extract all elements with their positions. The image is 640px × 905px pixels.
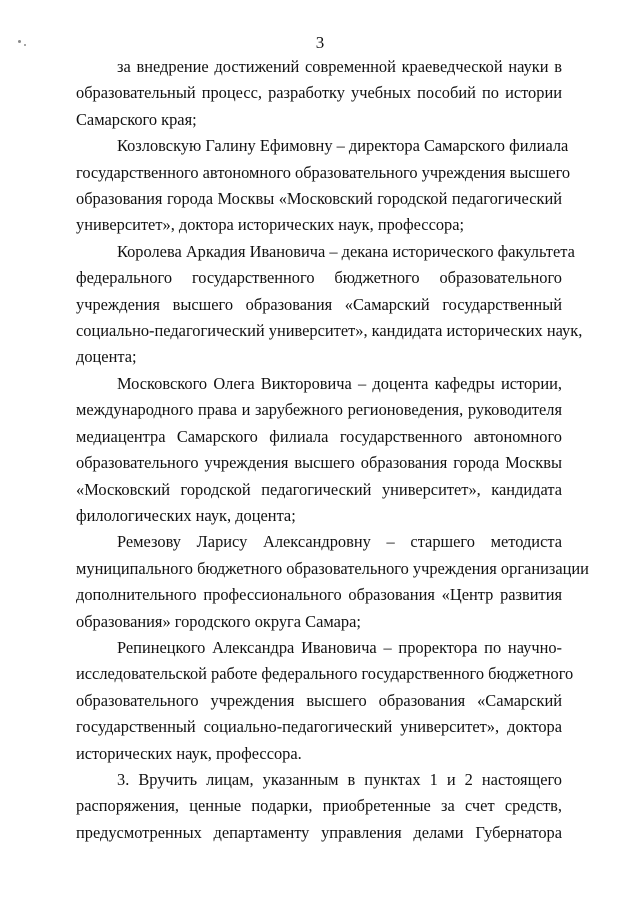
text-line: предусмотренных департаменту управления делами Губернатора [76, 822, 562, 842]
text-line: Репинецкого Александра Ивановича – проректора по научно- [117, 637, 562, 657]
text-line: Самарского края; [76, 109, 197, 129]
text-line: университет», доктора исторических наук, профессора; [76, 215, 465, 235]
text-line: Ремезову Ларису Александровну – старшего методиста [117, 532, 562, 552]
text-line: дополнительного профессионального образования «Центр развития [76, 585, 562, 605]
text-line: образовательного учреждения высшего образования города Москвы [76, 453, 562, 473]
text-line: распоряжения, ценные подарки, приобретенные за счет средств, [76, 796, 562, 816]
paragraph-kozlovskaya [76, 133, 571, 239]
text-line: социально-педагогический университет», кандидата исторических наук, [76, 321, 583, 341]
text-line: исследовательской работе федерального государственного бюджетного [76, 664, 574, 684]
text-line: филологических наук, доцента; [76, 505, 296, 525]
paragraph-korolev [76, 239, 583, 371]
text-line: образовательного учреждения высшего образования «Самарский [76, 690, 562, 710]
text-line: за внедрение достижений современной краеведческой науки в [117, 57, 562, 76]
text-line: Королева Аркадия Ивановича – декана исторического факультета [117, 241, 575, 261]
paragraph-repinetsky [76, 635, 574, 767]
text-line: образовательный процесс, разработку учебных пособий по истории [76, 83, 562, 103]
paragraph-1 [76, 54, 562, 133]
text-line: муниципального бюджетного образовательного учреждения организации [76, 558, 589, 578]
text-line: федерального государственного бюджетного образовательного [76, 268, 562, 288]
paragraph-moskovsky [76, 371, 562, 529]
text-line: исторических наук, профессора. [76, 743, 302, 763]
text-line: государственного автономного образовательного учреждения высшего [76, 162, 571, 182]
paragraph-item-3 [76, 767, 562, 846]
paragraph-remezova [76, 529, 589, 635]
text-line: международного права и зарубежного регионоведения, руководителя [76, 400, 562, 420]
text-line: доцента; [76, 347, 137, 367]
page-number: 3 [315, 33, 325, 52]
text-line: учреждения высшего образования «Самарский государственный [76, 294, 562, 314]
text-line: Московского Олега Викторовича – доцента кафедры истории, [117, 373, 562, 393]
document-body [76, 54, 589, 846]
text-line: образования города Москвы «Московский городской педагогический [76, 189, 562, 209]
text-line: государственный социально-педагогический университет», доктора [76, 717, 562, 737]
text-line: 3. Вручить лицам, указанным в пунктах 1 и 2 настоящего [117, 769, 562, 789]
text-line: «Московский городской педагогический университет», кандидата [76, 479, 562, 499]
text-line: медиацентра Самарского филиала государственного автономного [76, 426, 562, 446]
text-line: Козловскую Галину Ефимовну – директора Самарского филиала [117, 136, 569, 156]
text-line: образования» городского округа Самара; [76, 611, 361, 631]
